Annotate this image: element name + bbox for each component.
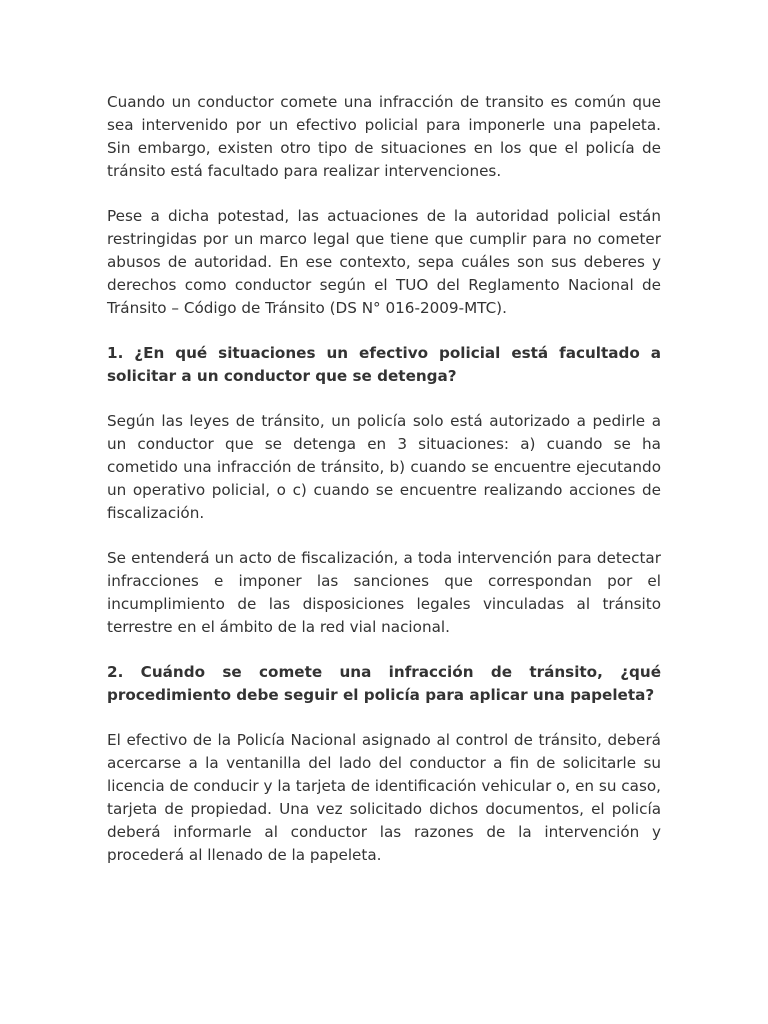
section-heading-1: 1. ¿En qué situaciones un efectivo policial está facultado a solicitar a un conductor que se detenga? — [107, 344, 661, 385]
document-body — [107, 91, 661, 889]
situations-paragraph: Según las leyes de tránsito, un policía solo está autorizado a pedirle a un conductor que se detenga en 3 situaciones: a) cuando se ha cometido una infracción de tránsito, b) cuando se encuentre ejecutando un operativo policial, o c) cuando se encuentre realizando acciones de fiscalización. — [107, 412, 661, 522]
procedure-paragraph: El efectivo de la Policía Nacional asignado al control de tránsito, deberá acercarse a la ventanilla del lado del conductor a fin de solicitarle su licencia de conducir y la tarjeta de identificación vehicular o, en su caso, tarjeta de propiedad. Una vez solicitado dichos documentos, el policía deberá informarle al conductor las razones de la intervención y procederá al llenado de la papeleta. — [107, 731, 661, 864]
intro-paragraph: Cuando un conductor comete una infracción de transito es común que sea intervenido por un efectivo policial para imponerle una papeleta. Sin embargo, existen otro tipo de situaciones en los que el policía de tránsito está facultado para realizar intervenciones. — [107, 93, 661, 180]
authority-paragraph: Pese a dicha potestad, las actuaciones de la autoridad policial están restringidas por un marco legal que tiene que cumplir para no cometer abusos de autoridad. En ese contexto, sepa cuáles son sus deberes y derechos como conductor según el TUO del Reglamento Nacional de Tránsito – Código de Tránsito (DS N° 016-2009-MTC). — [107, 207, 661, 317]
fiscalization-paragraph: Se entenderá un acto de fiscalización, a toda intervención para detectar infracciones e imponer las sanciones que correspondan por el incumplimiento de las disposiciones legales vinculadas al tránsito terrestre en el ámbito de la red vial nacional. — [107, 549, 661, 636]
section-heading-2: 2. Cuándo se comete una infracción de tránsito, ¿qué procedimiento debe seguir el policía para aplicar una papeleta? — [107, 663, 661, 704]
